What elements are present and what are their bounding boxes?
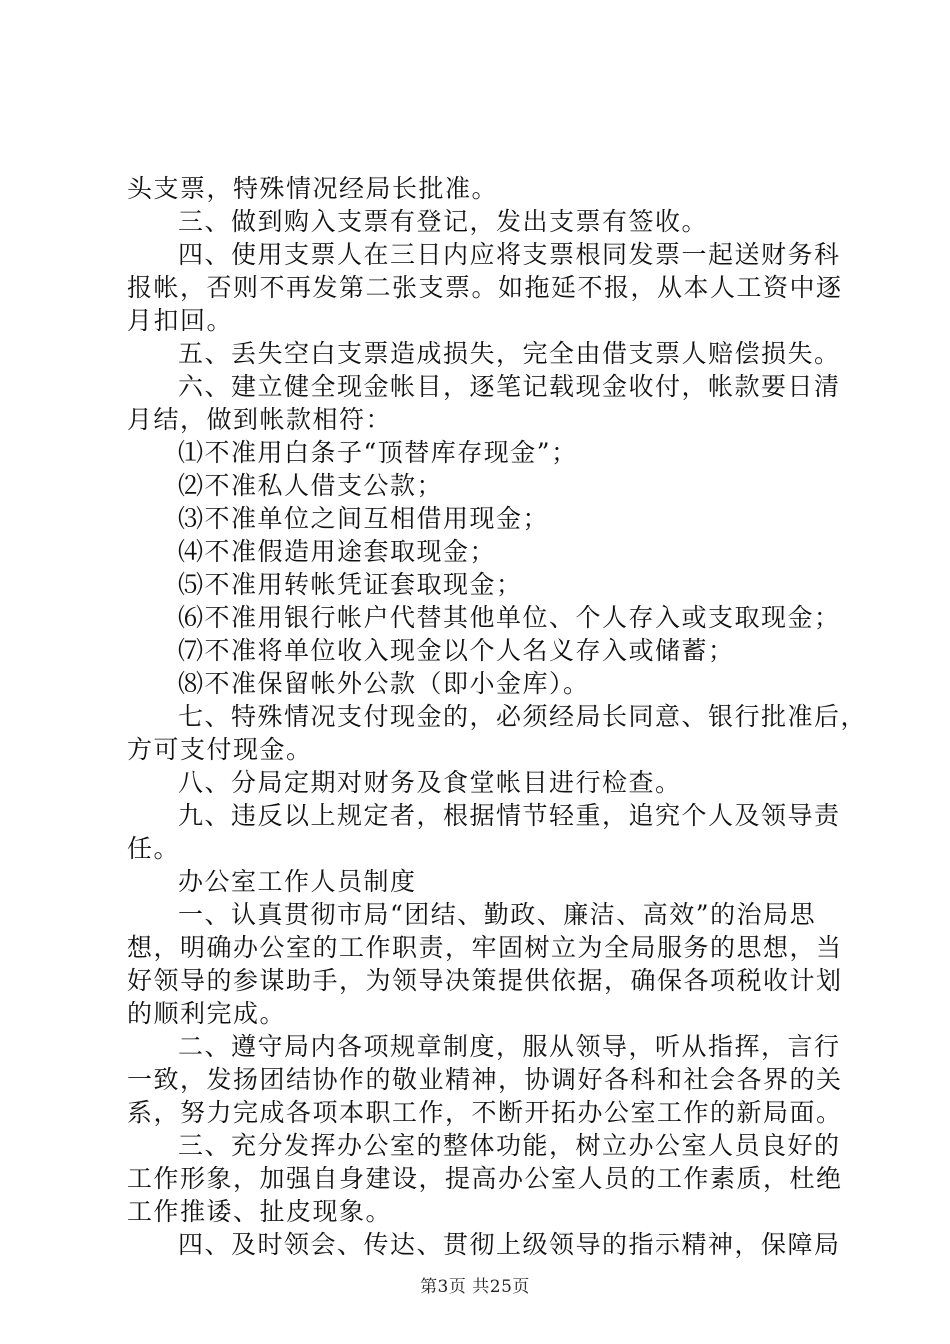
text-line: 报帐，否则不再发第二张支票。如拖延不报，从本人工资中逐 [127, 273, 843, 302]
text-line: 月结，做到帐款相符： [127, 405, 393, 434]
text-line: 月扣回。 [127, 306, 234, 335]
text-line: 头支票，特殊情况经局长批准。 [127, 174, 499, 203]
text-line: 一致，发扬团结协作的敬业精神，协调好各科和社会各界的关 [127, 1065, 843, 1094]
text-line: 二、遵守局内各项规章制度，服从领导，听从指挥，言行 [178, 1032, 841, 1061]
text-line: 四、使用支票人在三日内应将支票根同发票一起送财务科 [178, 240, 841, 269]
text-line: 六、建立健全现金帐目，逐笔记载现金收付，帐款要日清 [178, 372, 841, 401]
text-line: 三、充分发挥办公室的整体功能，树立办公室人员良好的 [178, 1131, 841, 1160]
text-line: 工作形象，加强自身建设，提高办公室人员的工作素质，杜绝 [127, 1164, 843, 1193]
text-line: 七、特殊情况支付现金的，必须经局长同意、银行批准后， [178, 702, 868, 731]
text-line: 四、及时领会、传达、贯彻上级领导的指示精神，保障局 [178, 1230, 841, 1259]
section-heading: 办公室工作人员制度 [178, 867, 417, 896]
text-line: 一、认真贯彻市局“团结、勤政、廉洁、高效”的治局思 [178, 900, 817, 929]
text-line: 九、违反以上规定者，根据情节轻重，追究个人及领导责 [178, 801, 841, 830]
list-item: ⑵不准私人借支公款； [178, 471, 444, 500]
text-line: 工作推诿、扯皮现象。 [127, 1197, 393, 1226]
text-line: 想，明确办公室的工作职责，牢固树立为全局服务的思想，当 [127, 933, 843, 962]
list-item: ⑸不准用转帐凭证套取现金； [178, 570, 523, 599]
page-number-footer: 第3页 共25页 [420, 1277, 530, 1297]
text-line: 任。 [127, 834, 181, 863]
text-line: 方可支付现金。 [127, 735, 313, 764]
text-line: 八、分局定期对财务及食堂帐目进行检查。 [178, 768, 682, 797]
list-item: ⑻不准保留帐外公款（即小金库）。 [178, 669, 590, 698]
text-line: 好领导的参谋助手，为领导决策提供依据，确保各项税收计划 [127, 966, 843, 995]
text-line: 三、做到购入支票有登记，发出支票有签收。 [178, 207, 709, 236]
list-item: ⑴不准用白条子“顶替库存现金”； [178, 438, 578, 467]
text-line: 五、丢失空白支票造成损失，完全由借支票人赔偿损失。 [178, 339, 841, 368]
text-line: 系，努力完成各项本职工作，不断开拓办公室工作的新局面。 [127, 1098, 843, 1127]
list-item: ⑺不准将单位收入现金以个人名义存入或储蓄； [178, 636, 735, 665]
list-item: ⑷不准假造用途套取现金； [178, 537, 497, 566]
list-item: ⑹不准用银行帐户代替其他单位、个人存入或支取现金； [178, 603, 841, 632]
list-item: ⑶不准单位之间互相借用现金； [178, 504, 550, 533]
text-line: 的顺利完成。 [127, 999, 287, 1028]
